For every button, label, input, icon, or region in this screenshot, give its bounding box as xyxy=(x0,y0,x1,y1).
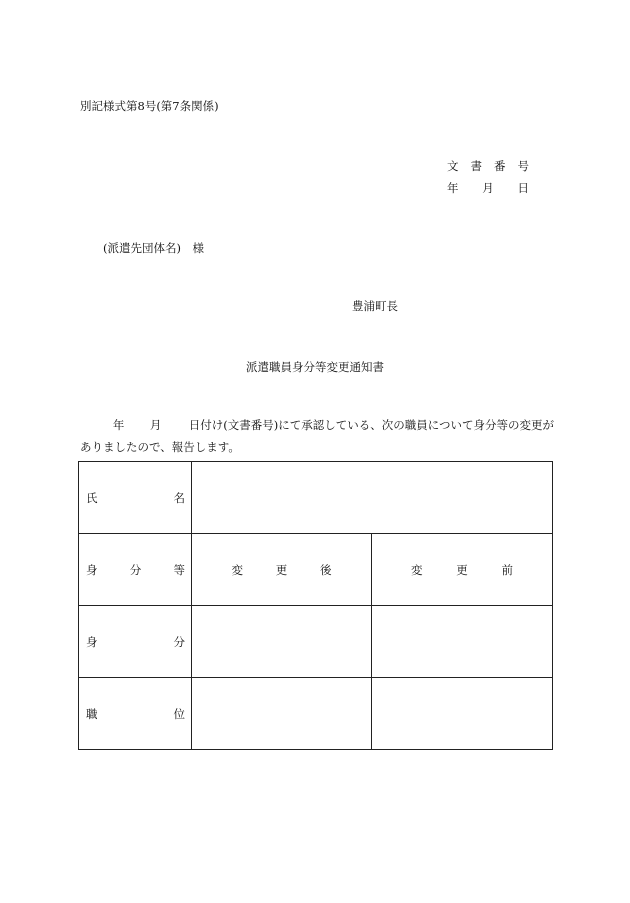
sender: 豊浦町長 xyxy=(352,299,398,313)
header-after: 変 更 後 xyxy=(192,534,372,606)
document-date-label xyxy=(447,180,529,196)
change-table xyxy=(78,461,553,750)
document-number-label xyxy=(447,158,529,174)
form-id: 別記様式第8号(第7条関係) xyxy=(80,99,219,113)
body-month: 月 xyxy=(149,418,162,432)
doc-number-char: 番 xyxy=(494,159,506,173)
value-position-before xyxy=(372,678,553,750)
value-mibun-after xyxy=(192,606,372,678)
date-year: 年 xyxy=(447,181,459,195)
value-position-after xyxy=(192,678,372,750)
label-position: 職 位 xyxy=(79,678,192,750)
table-row-mibun xyxy=(79,606,553,678)
label-status: 身 分 等 xyxy=(79,534,192,606)
label-name: 氏 名 xyxy=(79,462,192,534)
document-title: 派遣職員身分等変更通知書 xyxy=(246,360,384,374)
body-line-1 xyxy=(80,417,554,433)
table-row-name xyxy=(79,462,553,534)
body-year: 年 xyxy=(112,418,125,432)
date-day: 日 xyxy=(517,181,529,195)
doc-number-char: 文 xyxy=(447,159,459,173)
body-line-2: ありましたので、報告します。 xyxy=(80,440,240,454)
recipient: (派遣先団体名) 様 xyxy=(103,241,204,255)
table-row-position xyxy=(79,678,553,750)
header-before: 変 更 前 xyxy=(372,534,553,606)
label-mibun: 身 分 xyxy=(79,606,192,678)
doc-number-char: 書 xyxy=(470,159,482,173)
value-name xyxy=(192,462,553,534)
doc-number-char: 号 xyxy=(517,159,529,173)
date-month: 月 xyxy=(482,181,494,195)
body-line-1-text: 日付け(文書番号)にて承認している、次の職員について身分等の変更が xyxy=(188,418,554,432)
table-row-status xyxy=(79,534,553,606)
value-mibun-before xyxy=(372,606,553,678)
